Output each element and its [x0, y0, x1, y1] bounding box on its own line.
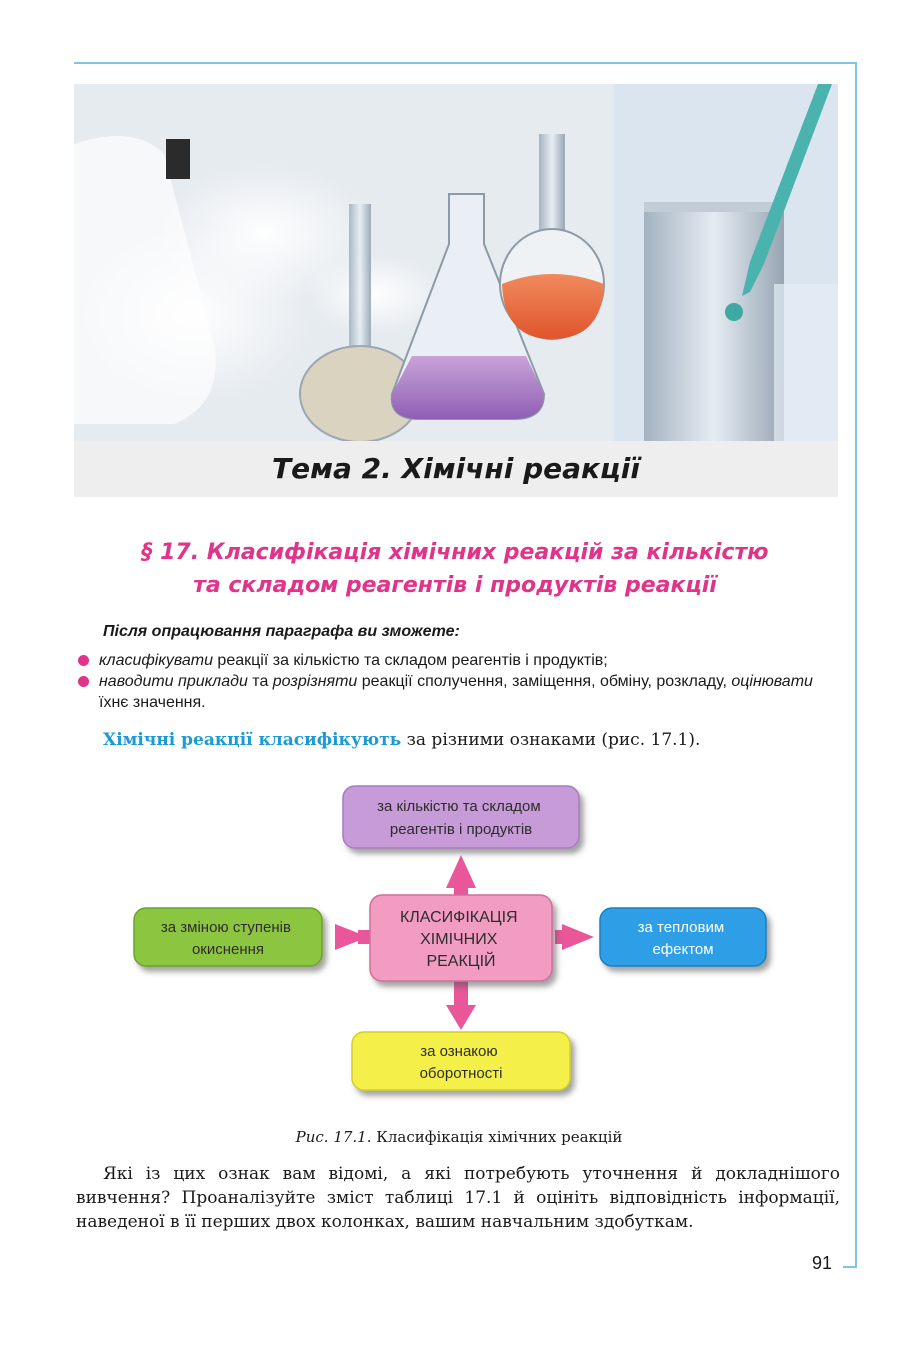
lab-glassware-photo	[74, 84, 838, 441]
page-frame-tick	[843, 1266, 857, 1268]
goal-text: реакції сполучення, заміщення, обміну, розкладу,	[357, 673, 732, 690]
arrow-down	[446, 978, 476, 1030]
section-title-line1: § 17. Класифікація хімічних реакцій за кількістю	[141, 540, 769, 565]
box-center-line1: КЛАСИФІКАЦІЯ	[399, 909, 518, 926]
box-bottom-line1: за ознакою	[420, 1043, 498, 1060]
goals-heading: Після опрацювання параграфа ви зможете:	[103, 623, 460, 640]
box-top	[343, 786, 579, 848]
figure-caption	[0, 1128, 918, 1146]
arrow-right-stem	[555, 930, 567, 944]
goal-text: реакції за кількістю та складом реагентів і продуктів;	[212, 652, 608, 669]
arrow-up	[446, 855, 476, 895]
goal-verb: оцінювати	[731, 673, 813, 690]
box-top-line1: за кількістю та складом	[377, 798, 541, 815]
box-right-line1: за тепловим	[637, 919, 725, 936]
intro-sentence	[103, 730, 700, 750]
box-bottom-line2: оборотності	[419, 1065, 503, 1082]
intro-rest: за різними ознаками (рис. 17.1).	[401, 730, 701, 750]
section-title	[110, 536, 800, 602]
goal-verb: розрізняти	[272, 673, 358, 690]
goal-verb: наводити приклади	[99, 673, 248, 690]
intro-highlight: Хімічні реакції класифікують	[103, 730, 402, 750]
bullet-icon	[78, 655, 89, 666]
classification-diagram	[128, 780, 788, 1114]
figure-label: Рис. 17.1	[295, 1128, 367, 1146]
box-left-line2: окиснення	[191, 941, 265, 958]
goal-text: та	[247, 673, 273, 690]
box-center-line3: РЕАКЦІЙ	[426, 953, 496, 970]
page-number: 91	[812, 1253, 833, 1273]
topic-title: Тема 2. Хімічні реакції	[272, 452, 640, 485]
page-frame-top	[74, 62, 856, 64]
box-center-line2: ХІМІЧНИХ	[420, 931, 498, 948]
box-top-line2: реагентів і продуктів	[389, 821, 533, 838]
goal-item	[76, 671, 842, 713]
goals-list	[76, 650, 842, 713]
goal-verb: класифікувати	[99, 652, 213, 669]
goal-item	[76, 650, 842, 671]
page-frame-right	[855, 62, 857, 1268]
goal-text: їхнє значення.	[99, 694, 206, 711]
bullet-icon	[78, 676, 89, 687]
paragraph-text: Які із цих ознак вам відомі, а які потребують уточнення й докладнішого вивчення? Проаналізуйте зміст таблиці 17.1 й оцініть відповідність інформації, наведеної в її перших двох колонках, вашим навчальним здобуткам.	[76, 1164, 840, 1232]
box-right-line2: ефектом	[652, 941, 714, 958]
box-left-line1: за зміною ступенів	[160, 919, 291, 936]
section-title-line2: та складом реагентів і продуктів реакції	[193, 573, 717, 598]
body-paragraph	[76, 1162, 840, 1234]
figure-caption-text: . Класифікація хімічних реакцій	[366, 1128, 623, 1146]
